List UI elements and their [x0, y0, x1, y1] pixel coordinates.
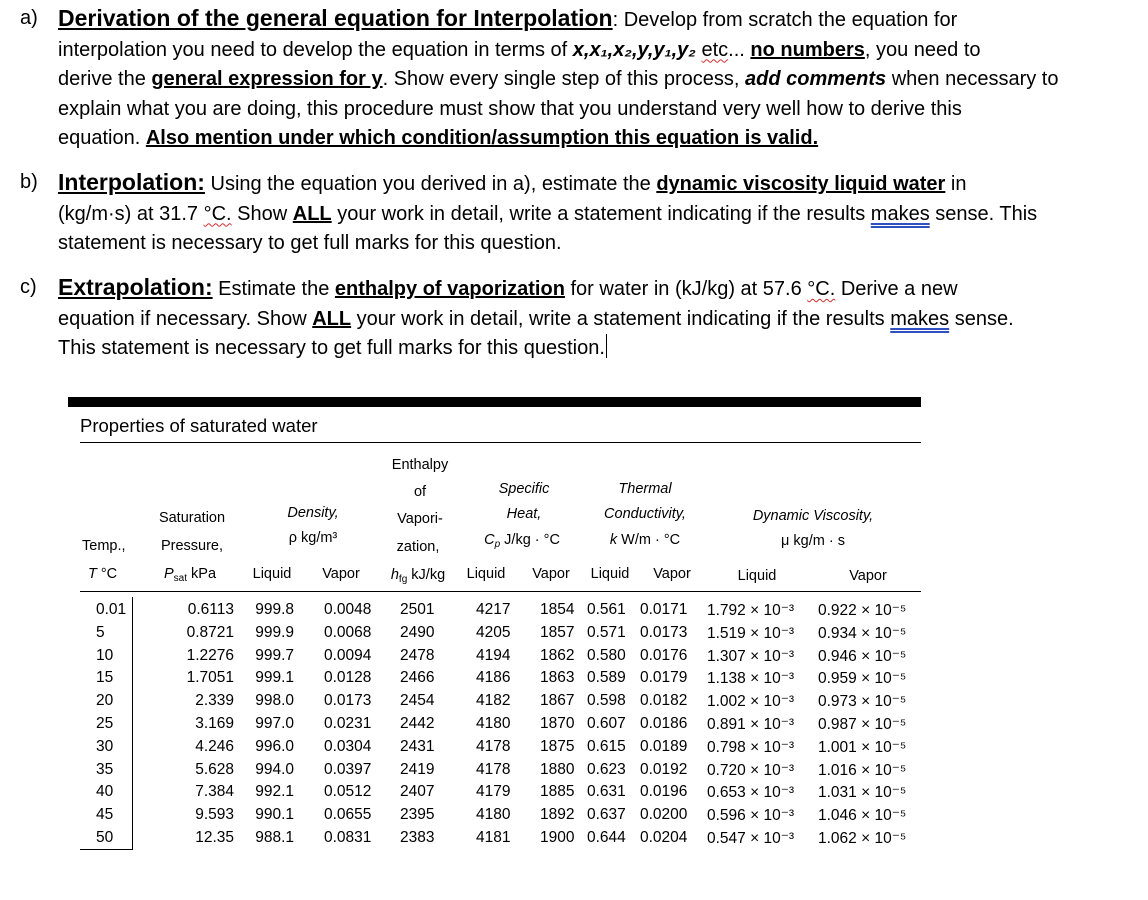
- spellcheck-word: °C.: [203, 202, 232, 225]
- header-liquid: Liquid: [466, 566, 506, 582]
- emphasis-text: enthalpy of vaporization: [334, 278, 565, 300]
- header-thermal: Conductivity,: [604, 506, 686, 522]
- cell-k-liquid: 0.644: [587, 829, 626, 846]
- header-vapor: Vapor: [653, 566, 691, 582]
- cell-density-vapor: 0.0173: [324, 692, 372, 710]
- question-text: sense. This: [929, 202, 1038, 225]
- cell-pressure: 7.384: [195, 783, 234, 801]
- question-label: b): [20, 171, 38, 193]
- cell-k-vapor: 0.0171: [640, 601, 688, 618]
- cell-cp-vapor: 1870: [540, 715, 575, 732]
- cell-enthalpy: 2478: [400, 646, 435, 664]
- header-density-unit: ρ kg/m³: [288, 530, 338, 546]
- cell-temp: 20: [96, 692, 114, 710]
- table-title: Properties of saturated water: [80, 415, 318, 436]
- cell-cp-vapor: 1854: [540, 601, 575, 618]
- emphasis-text: no numbers: [750, 38, 865, 61]
- cell-enthalpy: 2490: [400, 623, 435, 641]
- cell-viscosity-vapor: 0.973 × 10⁻⁵: [818, 693, 907, 711]
- cell-k-liquid: 0.561: [587, 601, 626, 618]
- grammar-check-word: makes: [890, 307, 950, 330]
- cell-cp-liquid: 4186: [476, 669, 511, 687]
- header-enthalpy: zation,: [396, 539, 440, 555]
- header-vapor: Vapor: [322, 566, 360, 582]
- question-text: for water in (kJ/kg) at 57.6: [564, 278, 808, 300]
- cell-pressure: 9.593: [195, 806, 234, 824]
- cell-enthalpy: 2419: [400, 760, 435, 778]
- cell-density-liquid: 994.0: [255, 760, 294, 778]
- cell-pressure: 5.628: [195, 760, 234, 778]
- text-cursor[interactable]: [606, 334, 608, 358]
- cell-viscosity-liquid: 1.519 × 10⁻³: [707, 624, 795, 642]
- cell-temp: 10: [96, 646, 114, 664]
- cell-cp-vapor: 1875: [540, 737, 575, 755]
- cell-density-liquid: 999.8: [255, 601, 294, 618]
- cell-enthalpy: 2454: [400, 692, 435, 710]
- cell-pressure: 2.339: [195, 692, 234, 710]
- cell-viscosity-vapor: 1.016 × 10⁻⁵: [818, 761, 907, 779]
- cell-k-liquid: 0.623: [587, 760, 626, 778]
- question-text: your work in detail, write a statement indicating if the results: [331, 202, 871, 225]
- cell-cp-liquid: 4180: [476, 806, 511, 824]
- question-text: : Develop from scratch the equation for: [612, 9, 958, 31]
- header-enthalpy: Enthalpy: [391, 457, 449, 473]
- cell-k-liquid: 0.615: [587, 737, 626, 755]
- spellcheck-word: °C.: [807, 278, 836, 300]
- question-text: sense.: [949, 307, 1014, 330]
- question-text: when necessary to: [886, 68, 1059, 90]
- header-density: Density,: [287, 505, 339, 521]
- cell-density-liquid: 999.7: [255, 646, 294, 664]
- cell-cp-liquid: 4180: [476, 715, 511, 732]
- cell-cp-liquid: 4217: [476, 601, 511, 618]
- cell-cp-liquid: 4178: [476, 737, 511, 755]
- header-specific-heat: Heat,: [506, 506, 542, 522]
- cell-density-liquid: 998.0: [255, 692, 294, 710]
- header-specific-heat: Specific: [498, 481, 550, 497]
- question-text: your work in detail, write a statement indicating if the results: [351, 307, 891, 330]
- cell-density-vapor: 0.0231: [324, 715, 372, 732]
- header-specific-heat-unit: $C_p$ J/kg · °C: [484, 532, 560, 550]
- cell-density-vapor: 0.0512: [324, 783, 372, 801]
- cell-cp-liquid: 4182: [476, 692, 511, 710]
- question-text: (kg/m·s) at 31.7: [58, 202, 204, 225]
- cell-temp: 50: [96, 829, 114, 846]
- question-text: Estimate the: [212, 278, 335, 300]
- cell-cp-vapor: 1892: [540, 806, 575, 824]
- table-top-rule: [68, 397, 921, 407]
- table-rule: [80, 591, 921, 592]
- cell-k-liquid: 0.589: [587, 669, 626, 687]
- emphasis-text: ALL: [312, 307, 352, 330]
- cell-density-liquid: 992.1: [255, 783, 294, 801]
- cell-cp-vapor: 1885: [540, 783, 575, 801]
- cell-pressure: 12.35: [195, 829, 234, 846]
- cell-enthalpy: 2442: [400, 715, 435, 732]
- cell-viscosity-vapor: 1.062 × 10⁻⁵: [818, 830, 907, 847]
- header-saturation: Saturation: [158, 510, 226, 526]
- header-thermal-unit: k W/m · °C: [609, 532, 681, 548]
- cell-cp-liquid: 4178: [476, 760, 511, 778]
- cell-cp-vapor: 1867: [540, 692, 575, 710]
- cell-temp: 0.01: [96, 601, 127, 618]
- cell-viscosity-liquid: 1.002 × 10⁻³: [707, 693, 795, 711]
- cell-cp-vapor: 1900: [540, 829, 575, 846]
- cell-k-liquid: 0.637: [587, 806, 626, 824]
- emphasis-text: Also mention under which condition/assumption this equation is valid.: [145, 127, 819, 149]
- question-text: in: [945, 173, 967, 195]
- question-label: a): [20, 7, 38, 29]
- cell-enthalpy: 2407: [400, 783, 435, 801]
- question-b: [20, 168, 1130, 259]
- header-vapor: Vapor: [532, 566, 570, 582]
- cell-viscosity-vapor: 0.934 × 10⁻⁵: [818, 624, 907, 642]
- cell-k-vapor: 0.0182: [640, 692, 688, 710]
- question-text: equation.: [58, 127, 146, 149]
- cell-pressure: 4.246: [195, 737, 234, 755]
- cell-cp-liquid: 4179: [476, 783, 511, 801]
- cell-density-vapor: 0.0831: [324, 829, 372, 846]
- cell-viscosity-vapor: 0.946 × 10⁻⁵: [818, 647, 907, 665]
- cell-pressure: 1.7051: [186, 669, 234, 687]
- question-text: derive the: [58, 68, 152, 90]
- emphasis-text: general expression for y: [151, 68, 383, 90]
- cell-k-liquid: 0.571: [587, 623, 626, 641]
- cell-k-vapor: 0.0200: [640, 806, 688, 824]
- cell-temp: 40: [96, 783, 114, 801]
- cell-k-vapor: 0.0176: [640, 646, 688, 664]
- cell-density-liquid: 997.0: [255, 715, 294, 732]
- cell-enthalpy: 2383: [400, 829, 435, 846]
- question-a: [20, 4, 1130, 154]
- cell-viscosity-vapor: 1.001 × 10⁻⁵: [818, 738, 907, 756]
- question-title: Interpolation:: [58, 169, 205, 195]
- cell-viscosity-liquid: 0.720 × 10⁻³: [707, 761, 795, 779]
- cell-viscosity-vapor: 1.031 × 10⁻⁵: [818, 784, 907, 802]
- header-psat: $P_{sat}$ kPa: [163, 566, 217, 584]
- header-liquid: Liquid: [590, 566, 630, 582]
- cell-density-liquid: 988.1: [255, 829, 294, 846]
- cell-viscosity-liquid: 0.891 × 10⁻³: [707, 716, 795, 733]
- cell-enthalpy: 2466: [400, 669, 435, 687]
- cell-k-liquid: 0.580: [587, 646, 626, 664]
- grammar-check-word: makes: [870, 202, 930, 225]
- question-text: interpolation you need to develop the equation in terms of: [58, 38, 573, 61]
- question-text: , you need to: [864, 38, 981, 61]
- cell-cp-vapor: 1880: [540, 760, 575, 778]
- cell-k-vapor: 0.0204: [640, 829, 688, 846]
- header-liquid: Liquid: [737, 568, 777, 584]
- cell-k-vapor: 0.0186: [640, 715, 688, 732]
- question-text: . Show every single step of this process,: [382, 68, 745, 90]
- question-text: Show: [231, 202, 293, 225]
- cell-temp: 5: [96, 623, 105, 641]
- cell-density-vapor: 0.0128: [324, 669, 372, 687]
- question-text: This statement is necessary to get full marks for this question.: [58, 337, 605, 359]
- cell-cp-liquid: 4205: [476, 623, 511, 641]
- cell-density-vapor: 0.0094: [324, 646, 372, 664]
- cell-density-vapor: 0.0397: [324, 760, 372, 778]
- header-temp: Temp.,: [82, 538, 126, 554]
- cell-temp: 35: [96, 760, 114, 778]
- cell-density-liquid: 996.0: [255, 737, 294, 755]
- cell-viscosity-vapor: 0.987 × 10⁻⁵: [818, 716, 907, 733]
- cell-enthalpy: 2501: [400, 601, 435, 618]
- cell-temp: 30: [96, 737, 114, 755]
- cell-viscosity-liquid: 1.138 × 10⁻³: [707, 670, 795, 688]
- variable-list: x,x₁,x₂,y,y₁,y₂: [572, 38, 696, 61]
- cell-viscosity-liquid: 1.792 × 10⁻³: [707, 602, 795, 619]
- cell-k-vapor: 0.0189: [640, 737, 688, 755]
- cell-temp: 15: [96, 669, 114, 687]
- cell-viscosity-liquid: 0.653 × 10⁻³: [707, 784, 795, 802]
- cell-temp: 45: [96, 806, 114, 824]
- cell-density-liquid: 999.1: [255, 669, 294, 687]
- cell-cp-vapor: 1862: [540, 646, 575, 664]
- cell-k-vapor: 0.0196: [640, 783, 688, 801]
- spellcheck-word: etc: [701, 38, 729, 61]
- cell-k-liquid: 0.607: [587, 715, 626, 732]
- cell-enthalpy: 2395: [400, 806, 435, 824]
- emphasis-text: dynamic viscosity liquid water: [656, 173, 946, 195]
- cell-density-vapor: 0.0048: [324, 601, 372, 618]
- cell-density-liquid: 999.9: [255, 623, 294, 641]
- cell-viscosity-liquid: 1.307 × 10⁻³: [707, 647, 795, 665]
- question-title: Extrapolation:: [58, 274, 213, 300]
- emphasis-text: add comments: [745, 68, 887, 90]
- cell-k-liquid: 0.598: [587, 692, 626, 710]
- header-enthalpy: of: [413, 484, 427, 500]
- cell-k-liquid: 0.631: [587, 783, 626, 801]
- question-label: c): [20, 276, 37, 298]
- question-text: Derive a new: [835, 278, 958, 300]
- cell-density-vapor: 0.0304: [324, 737, 372, 755]
- cell-viscosity-vapor: 0.922 × 10⁻⁵: [818, 602, 907, 619]
- cell-density-vapor: 0.0068: [324, 623, 372, 641]
- cell-cp-liquid: 4181: [476, 829, 511, 846]
- cell-cp-vapor: 1857: [540, 623, 575, 641]
- header-thermal: Thermal: [618, 481, 672, 497]
- question-text: equation if necessary. Show: [58, 307, 313, 330]
- cell-k-vapor: 0.0179: [640, 669, 688, 687]
- cell-k-vapor: 0.0192: [640, 760, 688, 778]
- question-text: explain what you are doing, this procedure must show that you understand very well how to derive this: [58, 97, 962, 120]
- header-temp-unit: T °C: [88, 566, 118, 582]
- cell-pressure: 3.169: [195, 715, 234, 732]
- cell-density-liquid: 990.1: [255, 806, 294, 824]
- cell-viscosity-liquid: 0.547 × 10⁻³: [707, 830, 795, 847]
- header-liquid: Liquid: [252, 566, 292, 582]
- cell-cp-liquid: 4194: [476, 646, 511, 664]
- header-viscosity-unit: μ kg/m · s: [781, 533, 845, 549]
- question-text: ...: [728, 38, 751, 61]
- header-enthalpy-unit: $h_{fg}$ kJ/kg: [390, 567, 446, 585]
- cell-density-vapor: 0.0655: [324, 806, 372, 824]
- question-c: [20, 273, 1130, 364]
- cell-temp: 25: [96, 715, 114, 732]
- header-pressure: Pressure,: [160, 538, 224, 554]
- cell-viscosity-liquid: 0.798 × 10⁻³: [707, 738, 795, 756]
- cell-cp-vapor: 1863: [540, 669, 575, 687]
- cell-pressure: 0.6113: [187, 601, 234, 618]
- cell-pressure: 1.2276: [186, 646, 234, 664]
- cell-viscosity-liquid: 0.596 × 10⁻³: [707, 807, 795, 825]
- header-viscosity: Dynamic Viscosity,: [752, 508, 874, 524]
- cell-k-vapor: 0.0173: [640, 623, 688, 641]
- question-text: statement is necessary to get full marks for this question.: [58, 232, 562, 254]
- question-text: Using the equation you derived in a), estimate the: [204, 173, 657, 195]
- table-rule: [80, 442, 921, 443]
- header-vapor: Vapor: [849, 568, 887, 584]
- cell-enthalpy: 2431: [400, 737, 435, 755]
- question-title: Derivation of the general equation for Interpolation: [58, 5, 613, 31]
- header-enthalpy: Vapori-: [397, 511, 443, 527]
- cell-viscosity-vapor: 0.959 × 10⁻⁵: [818, 670, 907, 688]
- emphasis-text: ALL: [292, 202, 332, 225]
- cell-pressure: 0.8721: [186, 623, 234, 641]
- cell-viscosity-vapor: 1.046 × 10⁻⁵: [818, 807, 907, 825]
